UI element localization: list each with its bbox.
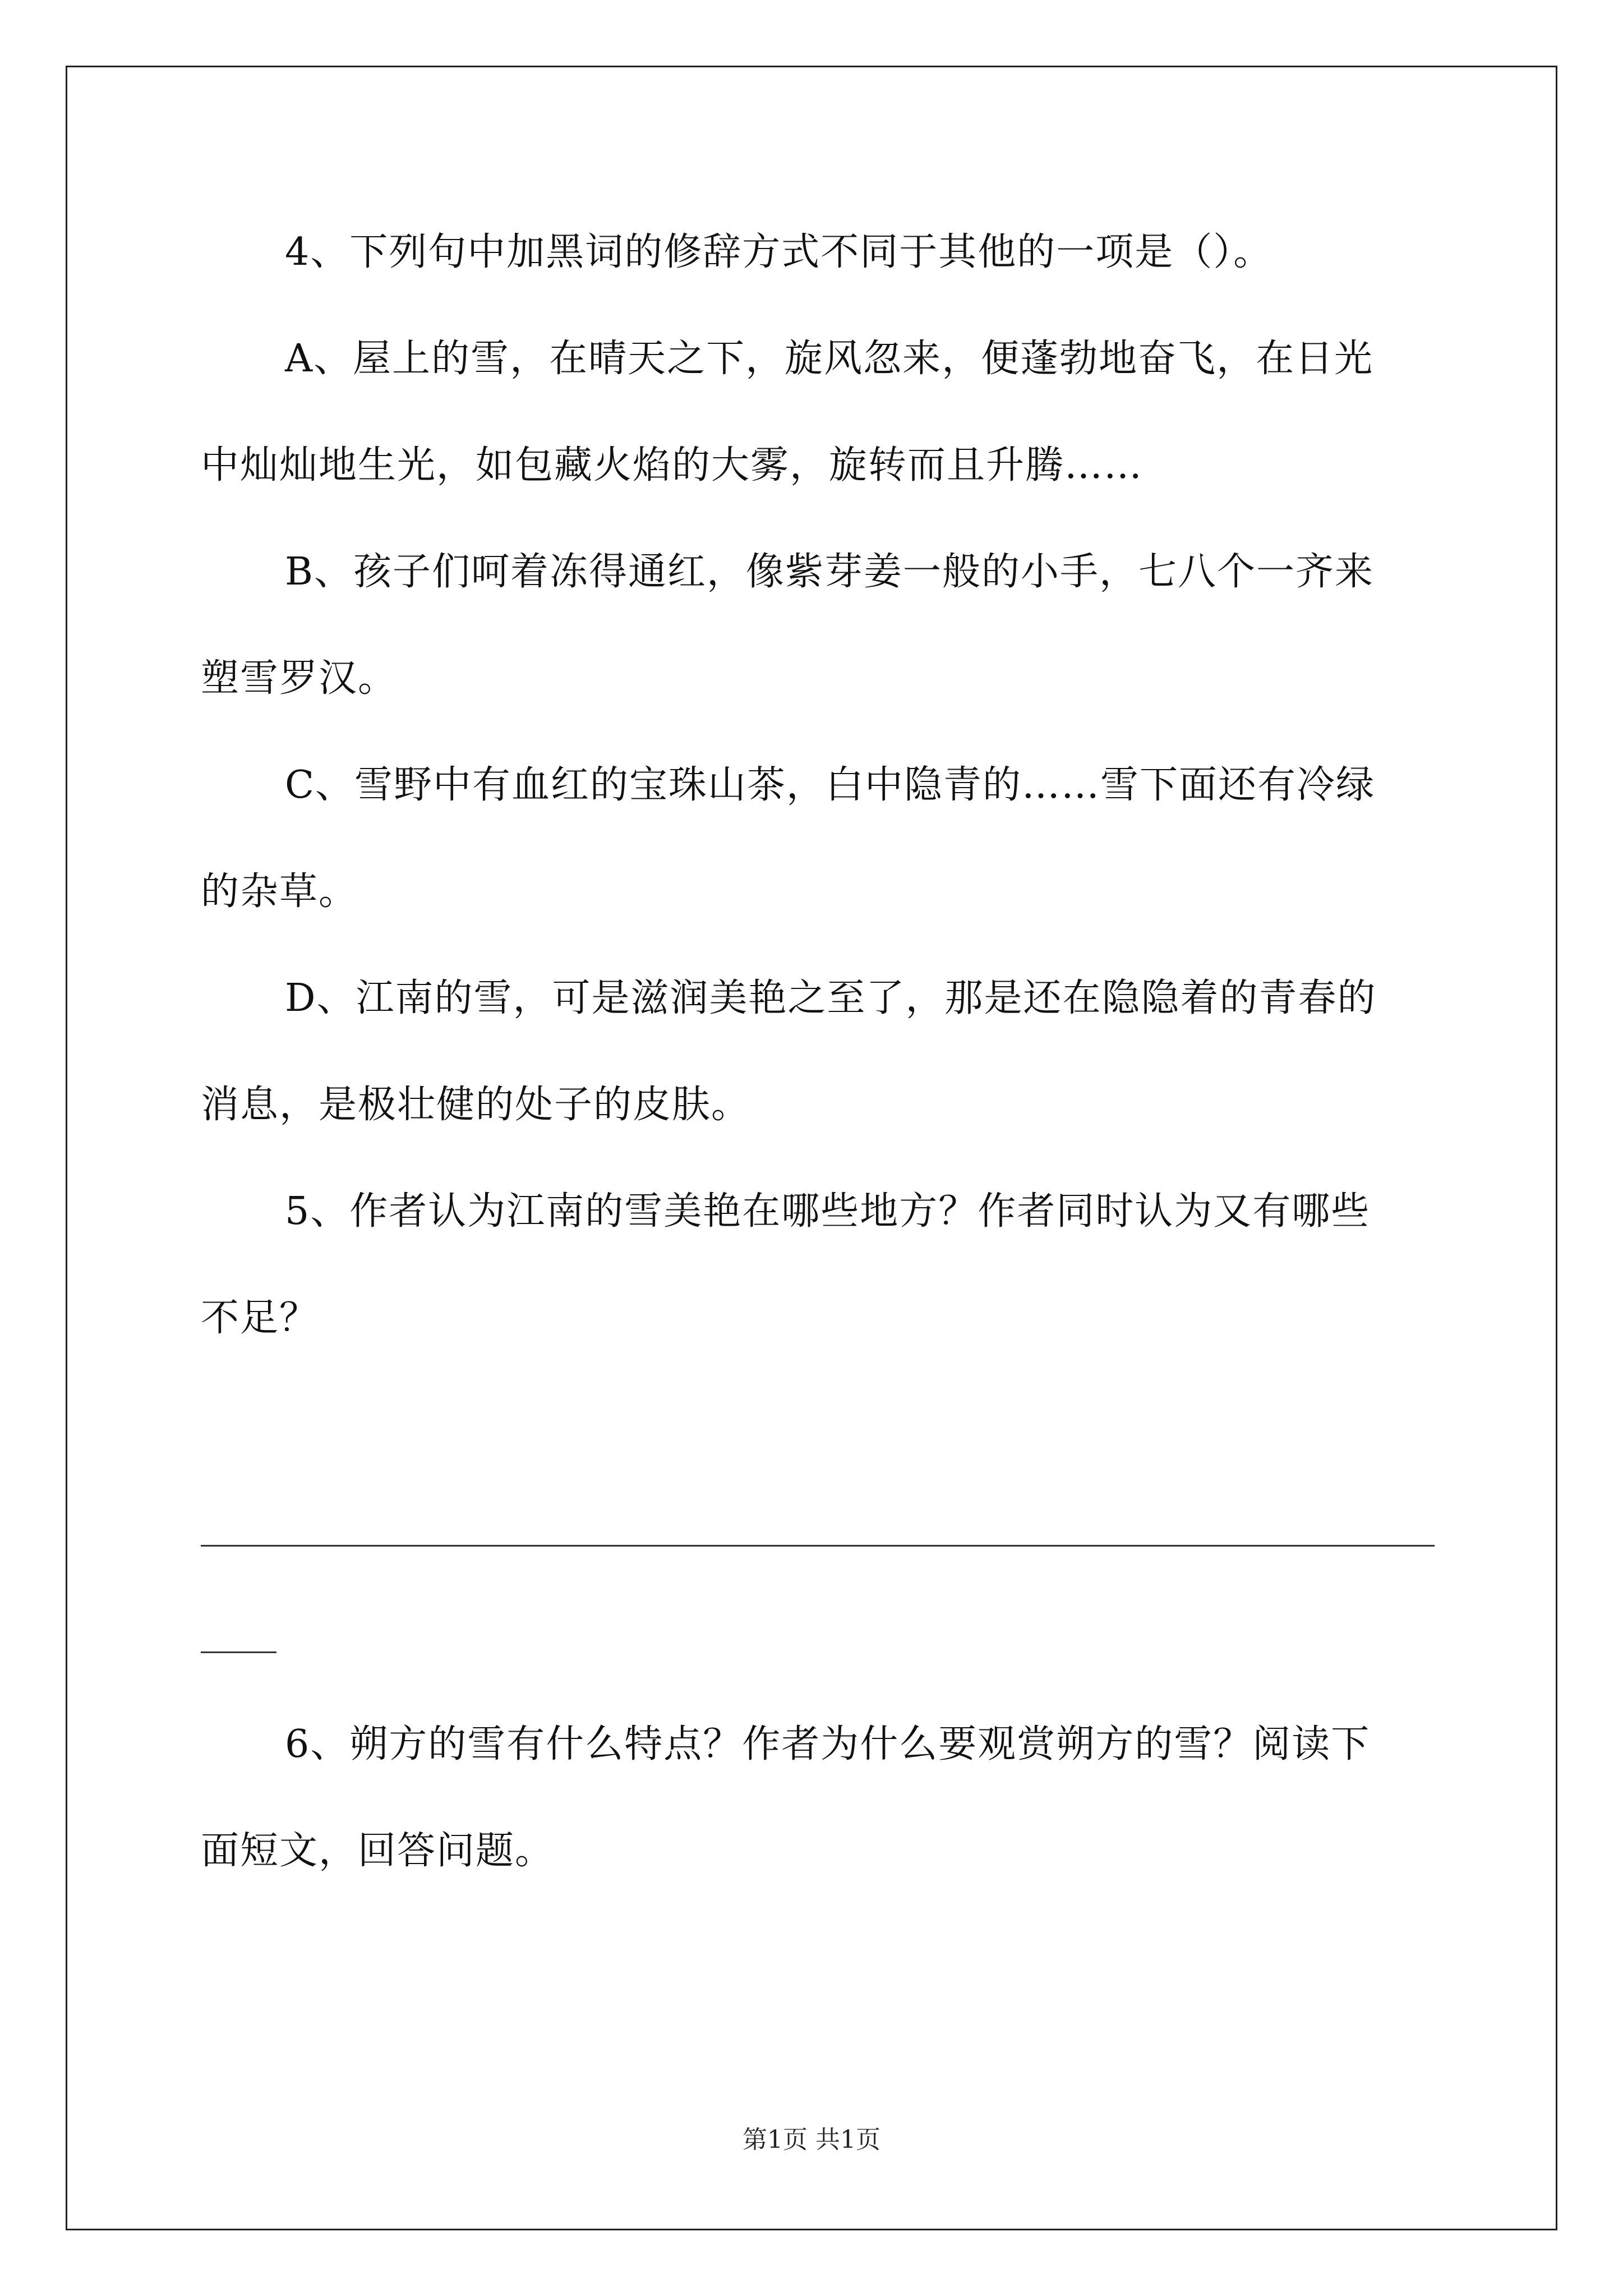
question-5-line-2: 不足？ bbox=[201, 1296, 319, 1340]
question-6-line-1: 6、朔方的雪有什么特点？作者为什么要观赏朔方的雪？阅读下 bbox=[285, 1722, 1371, 1766]
option-a-line-2: 中灿灿地生光，如包藏火焰的大雾，旋转而且升腾…… bbox=[201, 443, 1144, 487]
option-d-line-2: 消息，是极壮健的处子的皮肤。 bbox=[201, 1083, 751, 1127]
option-c-line-2: 的杂草。 bbox=[201, 869, 358, 914]
option-d-line-1: D、江南的雪，可是滋润美艳之至了，那是还在隐隐着的青春的 bbox=[285, 976, 1377, 1020]
question-5-line-1: 5、作者认为江南的雪美艳在哪些地方？作者同时认为又有哪些 bbox=[285, 1189, 1371, 1234]
page-frame bbox=[66, 66, 1557, 2230]
answer-blank-line-1 bbox=[201, 1545, 1435, 1547]
option-a-line-1: A、屋上的雪，在晴天之下，旋风忽来，便蓬勃地奋飞，在日光 bbox=[285, 337, 1374, 381]
page-number: 第1页 共1页 bbox=[743, 2125, 880, 2154]
option-b-line-1: B、孩子们呵着冻得通红，像紫芽姜一般的小手，七八个一齐来 bbox=[285, 550, 1374, 594]
answer-blank-line-2 bbox=[201, 1651, 276, 1653]
question-4: 4、下列句中加黑词的修辞方式不同于其他的一项是（）。 bbox=[285, 230, 1273, 274]
option-b-line-2: 塑雪罗汉。 bbox=[201, 656, 398, 701]
option-c-line-1: C、雪野中有血红的宝珠山茶，白中隐青的……雪下面还有冷绿 bbox=[285, 763, 1376, 807]
question-6-line-2: 面短文，回答问题。 bbox=[201, 1829, 555, 1873]
